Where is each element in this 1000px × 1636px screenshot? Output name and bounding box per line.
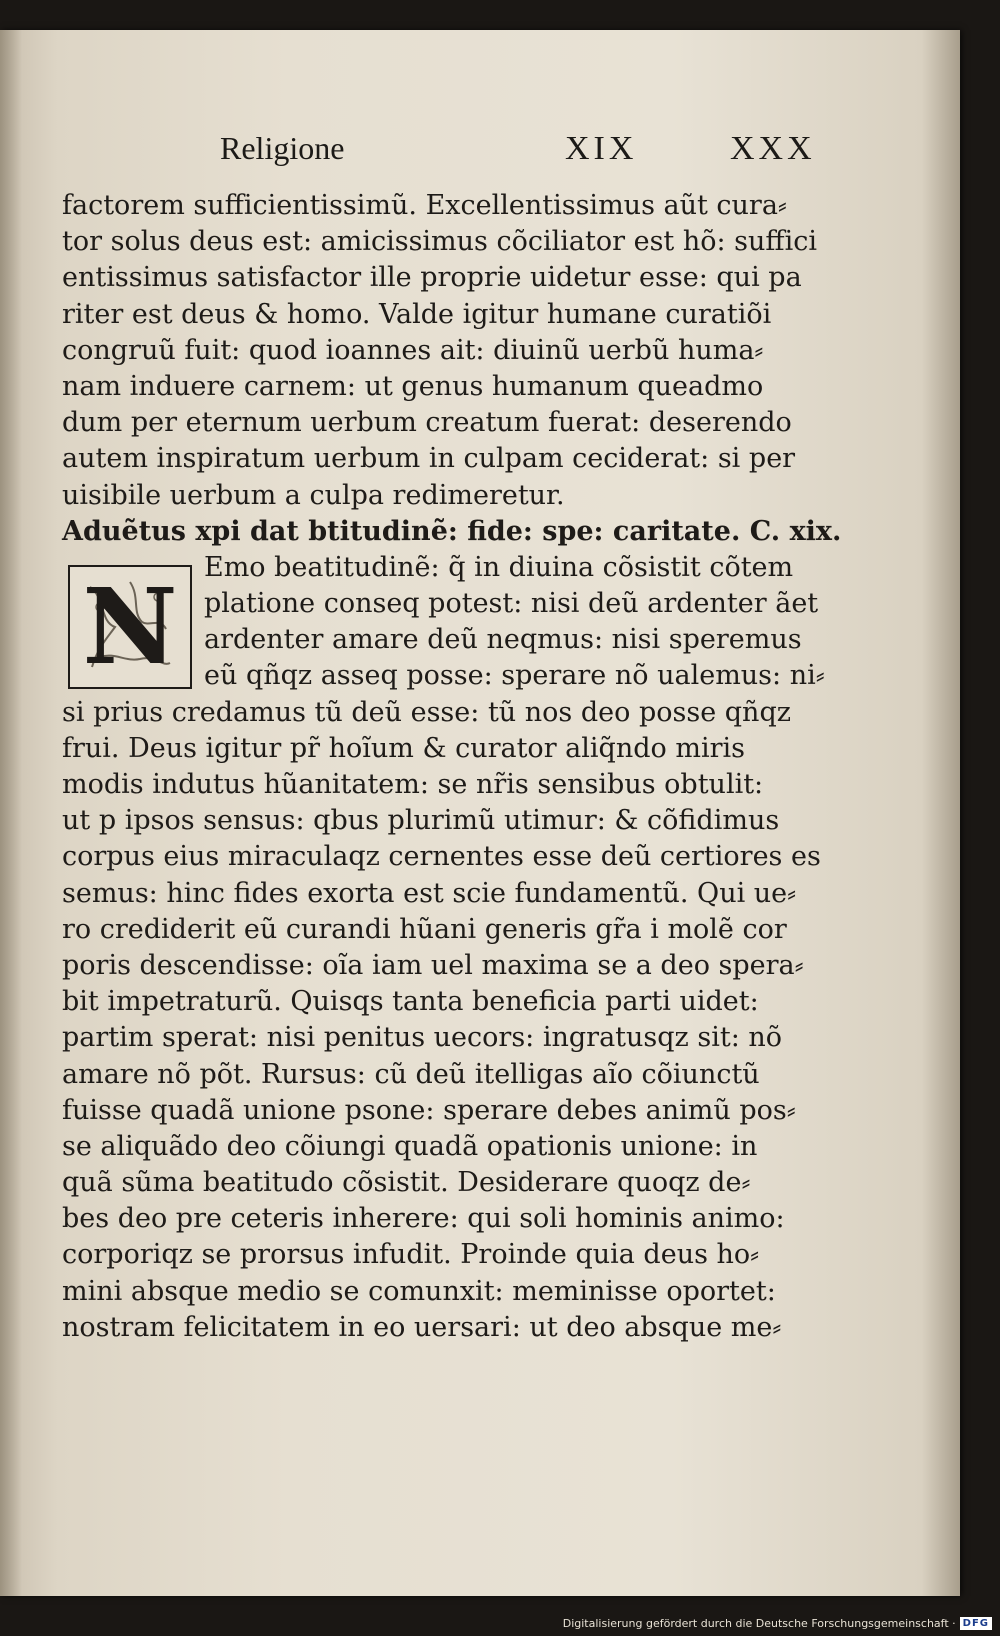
initial-letter: N (82, 564, 178, 688)
text-line: dum per eternum uerbum creatum fuerat: deserendo (62, 407, 792, 439)
text-line: factorem sufficientissimũ. Excellentissimus aũt cura⸗ (62, 190, 787, 221)
text-line: nam induere carnem: ut genus humanum queadmo (62, 370, 764, 402)
folio-number-left: XIX (565, 130, 638, 167)
text-line: modis indutus hũanitatem: se nr̃is sensibus obtulit: (62, 769, 764, 800)
text-line: nostram felicitatem in eo uersari: ut deo absque me⸗ (62, 1311, 782, 1343)
text-line: quã sũma beatitudo cõsistit. Desiderare quoqz de⸗ (62, 1167, 751, 1199)
digitization-footer (563, 1617, 992, 1630)
book-page (0, 30, 960, 1596)
text-line: tor solus deus est: amicissimus cõciliator est hõ: suffici (62, 226, 817, 258)
text-line: fuisse quadã unione psone: sperare debes animũ pos⸗ (62, 1094, 796, 1126)
running-head-title: Religione (220, 130, 345, 166)
text-line: ut p ipsos sensus: qbus plurimũ utimur: & cõfidimus (62, 805, 780, 837)
text-line: se aliquãdo deo cõiungi quadã opationis unione: in (62, 1130, 758, 1162)
text-line: mini absque medio se comunxit: meminisse oportet: (62, 1275, 776, 1307)
text-line: riter est deus & homo. Valde igitur humane curatiõi (62, 298, 772, 330)
decorated-initial (68, 565, 192, 689)
text-line: si prius credamus tũ deũ esse: tũ nos deo posse qñqz (62, 696, 791, 728)
text-line: ardenter amare deũ neqmus: nisi speremus (204, 624, 802, 656)
chapter-heading: Aduẽtus xpi dat btitudinẽ: fide: spe: caritate. C. xix. (62, 515, 842, 547)
text-line: ro crediderit eũ curandi hũani generis gr̃a i molẽ cor (62, 913, 787, 945)
text-line: eũ qñqz asseq posse: sperare nõ ualemus: ni⸗ (204, 660, 825, 692)
text-line: autem inspiratum uerbum in culpam ceciderat: si per (62, 443, 796, 475)
dfg-logo: DFG (960, 1617, 992, 1630)
text-line: corporiqz se prorsus infudit. Proinde quia deus ho⸗ (62, 1239, 760, 1271)
text-line: frui. Deus igitur pr̃ hoĩum & curator aliq̃ndo miris (62, 732, 745, 764)
text-line: bes deo pre ceteris inherere: qui soli hominis animo: (62, 1203, 785, 1235)
text-line: corpus eius miraculaqz cernentes esse deũ certiores es (62, 841, 821, 873)
text-line: congruũ fuit: quod ioannes ait: diuinũ uerbũ huma⸗ (62, 334, 764, 366)
text-line: Emo beatitudinẽ: q̃ in diuina cõsistit cõtem (204, 551, 794, 583)
funding-credit: Digitalisierung gefördert durch die Deutsche Forschungsgemeinschaft · (562, 1617, 956, 1630)
text-line: partim sperat: nisi penitus uecors: ingratusqz sit: nõ (62, 1022, 783, 1054)
text-line: poris descendisse: oĩa iam uel maxima se a deo spera⸗ (62, 949, 804, 981)
text-line: semus: hinc fides exorta est scie fundamentũ. Qui ue⸗ (62, 877, 797, 909)
folio-number-right: XXX (730, 130, 816, 167)
text-line: uisibile uerbum a culpa redimeretur. (62, 479, 565, 511)
page-gutter-shadow (0, 30, 22, 1596)
text-line: entissimus satisfactor ille proprie uidetur esse: qui pa (62, 262, 802, 294)
text-line: bit impetraturũ. Quisqs tanta beneficia parti uidet: (62, 986, 759, 1018)
body-text (62, 188, 882, 1346)
running-head (220, 130, 840, 180)
text-line: amare nõ põt. Rursus: cũ deũ itelligas aĩo cõiunctũ (62, 1058, 760, 1090)
text-line: platione conseq potest: nisi deũ ardenter ãet (204, 588, 819, 620)
